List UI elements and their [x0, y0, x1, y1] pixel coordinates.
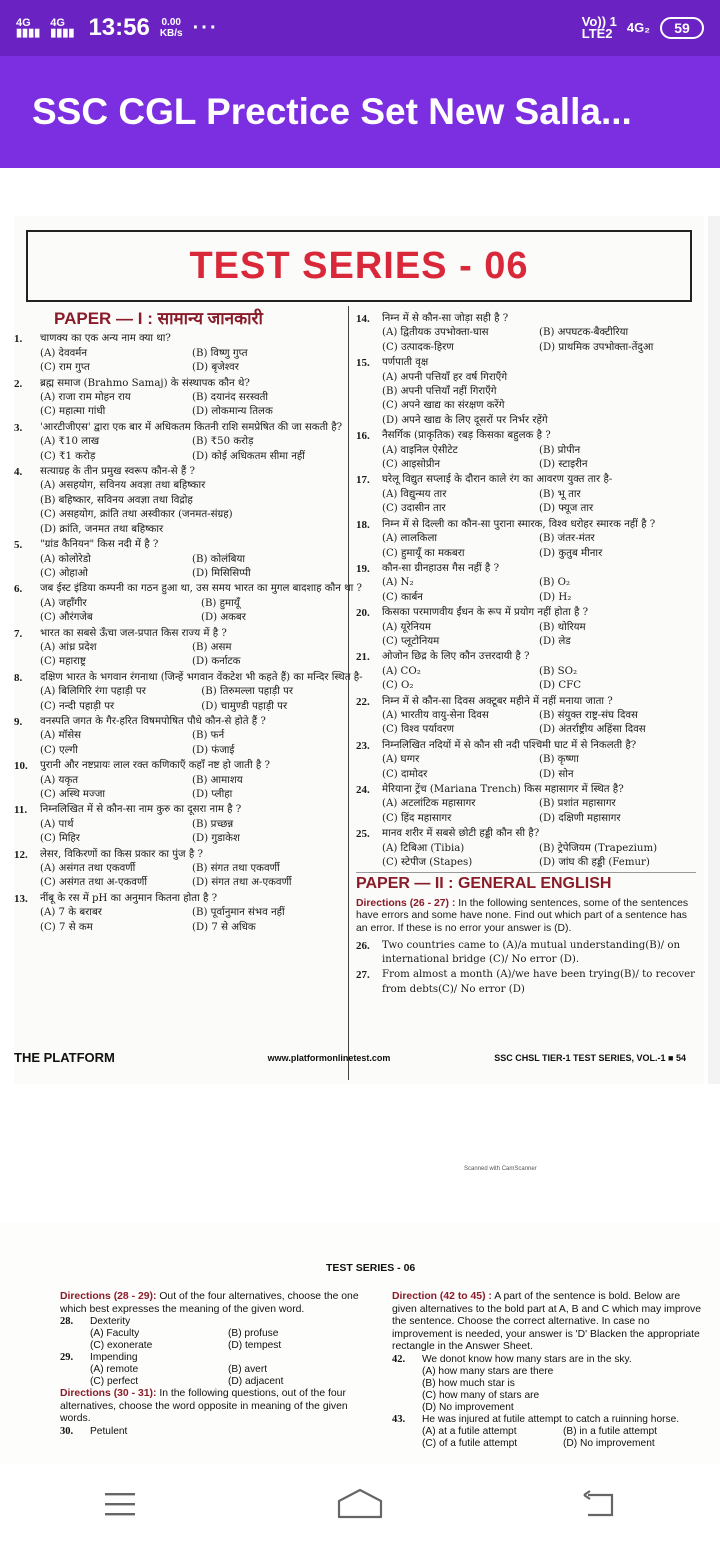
option: (B) फर्न: [192, 730, 225, 742]
question-number: 26.: [356, 939, 370, 952]
option: (B) प्रशांत महासागर: [539, 798, 616, 810]
option-grid: [382, 444, 696, 473]
option: (A) द्वितीयक उपभोक्ता-घास: [382, 327, 489, 339]
option: (B) संयुक्त राष्ट्र-संघ दिवस: [539, 709, 638, 721]
question-text: सत्याग्रह के तीन प्रमुख स्वरूप कौन-से हैं ?: [40, 466, 196, 478]
option: (D) No improvement: [422, 1401, 514, 1413]
question-text: कौन-सा ग्रीनहाउस गैस नहीं है ?: [382, 562, 500, 574]
more-notifications-icon: ···: [192, 16, 219, 39]
option: (A) कोलोरेडो: [40, 553, 91, 565]
option-grid: [40, 862, 344, 891]
footer-website: www.platformonlinetest.com: [267, 1052, 391, 1063]
option: (A) लालकिला: [382, 533, 438, 545]
option-grid: [40, 597, 362, 626]
question-item: [356, 312, 696, 355]
option: (B) avert: [228, 1364, 268, 1376]
option: (D) कर्नाटक: [192, 656, 241, 668]
question-number: 23.: [356, 739, 370, 752]
pdf-page-1: [14, 216, 704, 1084]
question-number: 22.: [356, 695, 370, 708]
option: (A) अटलांटिक महासागर: [382, 798, 476, 810]
option: (C) दामोदर: [382, 768, 428, 780]
option: [548, 371, 696, 385]
question-text: किसका परमाणवीय ईंधन के रूप में प्रयोग नहीं होता है ?: [382, 607, 589, 619]
question-item: [356, 827, 696, 870]
option: (D) अपने खाद्य के लिए दूसरों पर निर्भर रहेंगे: [382, 414, 548, 426]
option: (D) tempest: [228, 1340, 282, 1352]
question-item: [356, 695, 696, 738]
option-grid: [40, 435, 344, 464]
option: (D) दक्षिणी महासागर: [539, 812, 621, 824]
option: (D) H₂: [539, 591, 572, 603]
option: (A) विद्युन्मय तार: [382, 488, 447, 500]
option: (D) मिसिसिप्पी: [192, 567, 251, 579]
status-time: 13:56: [88, 14, 150, 41]
right-question-list: [356, 312, 696, 870]
option: (D) No improvement: [563, 1437, 655, 1449]
page2-left-column: [60, 1291, 366, 1438]
recent-apps-button[interactable]: [90, 1484, 150, 1524]
option: (D) चामुण्डी पहाड़ी पर: [201, 700, 288, 712]
question-28: [60, 1316, 366, 1352]
option: (A) मॉसेस: [40, 730, 82, 742]
network-4g-indicator: 4G₂: [626, 20, 650, 35]
page2-directions-3: [392, 1291, 704, 1354]
question-word: Impending: [90, 1352, 138, 1364]
question-item: [356, 562, 696, 605]
footer-series-info: SSC CHSL TIER-1 TEST SERIES, VOL.-1 ■ 54: [494, 1052, 686, 1063]
question-number: 30.: [60, 1425, 74, 1437]
question-number: 7.: [14, 627, 23, 640]
question-item: [356, 739, 696, 782]
question-item: [356, 429, 696, 472]
question-text: 'आरटीजीएस' द्वारा एक बार में अधिकतम कितनी राशि समप्रेषित की जा सकती है?: [40, 421, 343, 433]
option-grid: [382, 709, 696, 738]
option: (A) असंगत तथा एकवर्णी: [40, 863, 136, 875]
option: (A) N₂: [382, 577, 414, 589]
option: (A) remote: [90, 1364, 139, 1376]
option: (A) राजा राम मोहन राय: [40, 392, 131, 404]
option: (B) विष्णु गुप्त: [192, 347, 248, 359]
option-grid: [382, 371, 696, 429]
option-grid: [40, 818, 344, 847]
option: (A) ₹10 लाख: [40, 436, 100, 448]
question-number: 25.: [356, 828, 370, 841]
option: (B) जंतर-मंतर: [539, 533, 595, 545]
page2-directions-1-text: Out of the four alternatives, choose the one which best expresses the meaning of the given word.: [60, 1291, 359, 1315]
option: (A) यकृत: [40, 774, 79, 786]
question-item: [14, 715, 344, 758]
option-grid: [40, 729, 344, 758]
option: (C) exonerate: [90, 1340, 153, 1352]
option: (C) नन्दी पहाड़ी पर: [40, 700, 115, 712]
question-item: [356, 356, 696, 428]
question-text: लेसर, विकिरणों का किस प्रकार का पुंज है ?: [40, 848, 203, 860]
question-text: मेरियाना ट्रेंच (Mariana Trench) किस महासागर में स्थित है?: [382, 784, 624, 795]
option: (D) जांघ की हड्डी (Femur): [539, 857, 650, 869]
option: (D) फ्यूज तार: [539, 503, 594, 515]
question-item: [14, 759, 344, 802]
signal-2-icon: 4G ▮▮▮▮: [50, 17, 75, 39]
option: (B) profuse: [228, 1328, 279, 1340]
question-number: 18.: [356, 518, 370, 531]
page2-directions-2-text: In the following questions, out of the four alternatives, choose the word opposite in meaning of the given words.: [60, 1388, 348, 1425]
option: (C) हुमायूँ का मकबरा: [382, 547, 465, 559]
option: (D) सोन: [539, 768, 574, 780]
pdf-viewer[interactable]: [0, 168, 720, 1464]
question-number: 14.: [356, 313, 370, 325]
option: [548, 385, 696, 399]
option: (B) भू तार: [539, 488, 581, 500]
english-question-list: [356, 939, 696, 998]
question-item: [14, 377, 344, 420]
question-text: पर्णपाती वृक्ष: [382, 357, 429, 369]
question-text: We donot know how many stars are in the sky.: [422, 1353, 632, 1365]
option: (D) क्रांति, जनमत तथा बहिष्कार: [40, 523, 164, 535]
question-number: 24.: [356, 784, 370, 796]
question-item: [356, 783, 696, 826]
page2-right-column: [392, 1291, 704, 1450]
option: [233, 508, 344, 522]
question-number: 42.: [392, 1353, 406, 1365]
question-number: 43.: [392, 1413, 406, 1425]
option: (C) स्टेपीज (Stapes): [382, 857, 473, 869]
home-icon: [336, 1487, 384, 1521]
question-text: He was injured at futile attempt to catch a ruinning horse.: [422, 1413, 680, 1425]
page2-directions-3-label: Direction (42 to 45) :: [392, 1291, 492, 1302]
battery-level: 59: [674, 20, 690, 36]
question-29: [60, 1352, 366, 1388]
question-text: मानव शरीर में सबसे छोटी हड्डी कौन सी है?: [382, 828, 540, 840]
option-grid: [382, 621, 696, 650]
question-item: [14, 465, 344, 537]
option: (B) प्रोपीन: [539, 444, 581, 456]
question-item: [14, 582, 362, 625]
option-grid: [40, 479, 344, 537]
question-item: [356, 939, 696, 968]
option: (C) 7 से कम: [40, 921, 93, 933]
question-text: पुरानी और नष्टप्रायः लाल रक्त कणिकाएँ कहाँ नष्ट हो जाती है ?: [40, 760, 270, 772]
option: [548, 414, 696, 428]
question-text: घरेलू विद्युत सप्लाई के दौरान काले रंग का आवरण युक्त तार है-: [382, 474, 613, 486]
option: (B) तिरुमल्ला पहाड़ी पर: [201, 686, 294, 698]
scanned-watermark: Scanned with CamScanner: [464, 1166, 537, 1172]
option: (D) लेड: [539, 635, 571, 647]
question-text: नैसर्गिक (प्राकृतिक) रबड़ किसका बहुलक है ?: [382, 430, 551, 442]
option: (C) ओहाओ: [40, 567, 88, 579]
question-number: 21.: [356, 651, 370, 664]
option: (D) CFC: [539, 680, 582, 692]
page2-directions-3-text: A part of the sentence is bold. Below are given alternatives to the bold part at A, B and C which may improve the sentence. Choose the correct alternative. In case no improvement is needed, your answer is 'D' Blacken the appropriate rectangle in the Answer Sheet.: [392, 1291, 701, 1353]
page2-directions-1-label: Directions (28 - 29):: [60, 1291, 157, 1302]
option-grid: [382, 488, 696, 517]
question-item: [14, 803, 344, 846]
directions-text: In the following sentences, some of the sentences have errors and some have none. Find out which part of a sentence has an error. If these is no error your answer is (D).: [356, 897, 689, 935]
question-word: Petulent: [90, 1425, 128, 1437]
option: (B) कृष्णा: [539, 754, 579, 766]
question-text: निम्नलिखित नदियों में से कौन सी नदी पश्चिमी घाट में से निकलती है?: [382, 739, 637, 751]
option: (D) प्लीहा: [192, 789, 233, 800]
question-text: दक्षिण भारत के भगवान रंगनाथा (जिन्हें भगवान वेंकटेश भी कहते हैं) का मन्दिर स्थित है-: [40, 671, 363, 683]
question-text: नींबू के रस में pH का अनुमान कितना होता है ?: [40, 892, 218, 904]
option: (D) कुतुब मीनार: [539, 547, 603, 559]
question-number: 10.: [14, 760, 28, 773]
option: (B) how much star is: [422, 1377, 515, 1389]
page-footer: [14, 1050, 704, 1065]
option: (A) how many stars are there: [422, 1365, 554, 1377]
option-grid: [40, 774, 344, 803]
option: (B) आमाशय: [192, 774, 243, 786]
option: (D) गुडाकेश: [192, 833, 240, 845]
option: [233, 479, 344, 493]
question-item: [14, 538, 344, 581]
navigation-bar: [0, 1464, 720, 1544]
question-number: 19.: [356, 562, 370, 575]
option: (A) देववर्मन: [40, 347, 88, 359]
option: (D) स्टाइरीन: [539, 459, 588, 471]
document-title: SSC CGL Prectice Set New Salla...: [32, 91, 632, 132]
option: (C) perfect: [90, 1376, 139, 1388]
option: (B) प्रच्छन्न: [192, 818, 234, 830]
question-text: From almost a month (A)/we have been trying(B)/ to recover from debts(C)/ No error (D): [382, 969, 696, 995]
option: [233, 494, 344, 508]
question-text: निम्न में से कौन-सा दिवस अक्टूबर महीने में नहीं मनाया जाता ?: [382, 695, 613, 707]
option-grid: [382, 797, 696, 826]
question-item: [14, 848, 344, 891]
right-column: [356, 312, 696, 998]
option-grid: [90, 1364, 366, 1388]
option: (A) यूरेनियम: [382, 621, 431, 633]
option: (C) मिहिर: [40, 833, 80, 845]
option-grid: [40, 553, 344, 582]
question-text: ब्रह्म समाज (Brahmo Samaj) के संस्थापक कौन थे?: [40, 377, 250, 389]
question-number: 13.: [14, 892, 28, 905]
question-number: 6.: [14, 583, 23, 596]
option: (B) अपनी पत्तियाँ नहीं गिराएँगे: [382, 386, 497, 398]
option-grid: [382, 665, 696, 694]
option: (B) बहिष्कार, सविनय अवज्ञा तथा विद्रोह: [40, 494, 193, 506]
app-bar: [0, 56, 720, 168]
option: (C) उदासीन तार: [382, 503, 446, 515]
option: (A) पार्थ: [40, 818, 74, 830]
option: (A) असहयोग, सविनय अवज्ञा तथा बहिष्कार: [40, 480, 206, 492]
option: (C) O₂: [382, 680, 414, 692]
option-grid: [40, 391, 344, 420]
option: (A) CO₂: [382, 665, 421, 677]
question-item: [14, 627, 344, 670]
option: (C) ₹1 करोड़: [40, 450, 96, 462]
option: (D) संगत तथा अ-एकवर्णी: [192, 877, 292, 889]
question-number: 20.: [356, 607, 370, 620]
option: (C) औरंगजेब: [40, 612, 93, 624]
option: (C) हिंद महासागर: [382, 812, 452, 824]
question-item: [356, 473, 696, 516]
status-bar: [0, 0, 720, 56]
home-button[interactable]: [330, 1484, 390, 1524]
option: (B) हुमायूँ: [200, 597, 240, 609]
option: (D) अंतर्राष्ट्रीय अहिंसा दिवस: [539, 724, 646, 736]
question-item: [356, 650, 696, 693]
directions-block: [356, 898, 696, 936]
option: (C) प्लूटोनियम: [382, 635, 440, 647]
option: [233, 523, 344, 537]
question-42: [392, 1354, 704, 1414]
question-number: 28.: [60, 1316, 74, 1328]
option: (A) बिलिगिरि रंगा पहाड़ी पर: [40, 686, 146, 698]
option: (A) वाइनिल ऐसीटेट: [382, 444, 458, 456]
back-button[interactable]: [570, 1484, 630, 1524]
menu-icon: [104, 1491, 136, 1517]
question-30: [60, 1426, 366, 1438]
option: (C) असंगत तथा अ-एकवर्णी: [40, 877, 147, 889]
option-grid: [40, 347, 344, 376]
question-43: [392, 1414, 704, 1450]
question-number: 17.: [356, 474, 370, 487]
option: (B) दयानंद सरस्वती: [192, 392, 269, 404]
question-number: 8.: [14, 671, 23, 684]
footer-brand: THE PLATFORM: [14, 1050, 115, 1065]
option-grid: [90, 1328, 366, 1352]
question-text: निम्न में से कौन-सा जोड़ा सही है ?: [382, 313, 509, 324]
option-grid: [40, 906, 344, 935]
question-number: 15.: [356, 357, 370, 370]
option: (B) अपघटक-बैक्टीरिया: [539, 327, 629, 339]
option: (D) बृजेश्वर: [192, 362, 239, 374]
option-grid: [382, 842, 696, 871]
option: (A) Faculty: [90, 1328, 140, 1340]
option: (D) लोकमान्य तिलक: [192, 406, 273, 418]
network-speed: 0.00 KB/s: [159, 17, 183, 39]
signal-1-icon: 4G ▮▮▮▮: [16, 17, 41, 39]
option: (D) अकबर: [200, 612, 246, 624]
question-number: 12.: [14, 848, 28, 861]
page2-directions-2-label: Directions (30 - 31):: [60, 1388, 157, 1400]
question-number: 16.: [356, 430, 370, 443]
option: (A) भारतीय वायु-सेना दिवस: [382, 709, 489, 721]
option-grid: [40, 641, 344, 670]
question-word: Dexterity: [90, 1316, 131, 1328]
option: (B) ट्रेपेजियम (Trapezium): [539, 842, 658, 854]
option: (C) महात्मा गांधी: [40, 406, 106, 418]
option: (C) महाराष्ट्र: [40, 656, 86, 668]
option: (B) कोलंबिया: [192, 553, 246, 565]
option: (C) विश्व पर्यावरण: [382, 724, 455, 736]
option: (B) असम: [192, 641, 232, 653]
question-number: 2.: [14, 377, 23, 390]
question-text: निम्नलिखित में से कौन-सा नाम कुरु का दूसरा नाम है ?: [40, 804, 242, 816]
test-series-banner: [26, 230, 692, 302]
option: (B) SO₂: [539, 665, 578, 677]
question-text: जब ईस्ट इंडिया कम्पनी का गठन हुआ था, उस समय भारत का मुगल बादशाह कौन था ?: [40, 583, 362, 595]
question-item: [14, 332, 344, 375]
page2-directions-2: [60, 1388, 366, 1426]
option: (C) एल्गी: [40, 744, 78, 756]
question-text: Two countries came to (A)/a mutual understanding(B)/ on international bridge (C)/ No error (D).: [382, 939, 681, 966]
option: (A) घग्गर: [382, 754, 420, 766]
option-grid: [422, 1426, 704, 1450]
option: (A) आंध्र प्रदेश: [40, 641, 97, 653]
option: (C) अस्थि मज्जा: [40, 789, 106, 800]
question-number: 3.: [14, 421, 23, 434]
option: (A) अपनी पत्तियाँ हर वर्ष गिराएँगे: [382, 371, 508, 383]
option-grid: [382, 326, 696, 355]
option: (B) पूर्वानुमान संभव नहीं: [192, 907, 285, 919]
option: (B) O₂: [539, 577, 571, 589]
option: (A) 7 के बराबर: [40, 907, 102, 919]
question-number: 4.: [14, 466, 23, 479]
volte-indicator: Vo)) 1 LTE2: [581, 14, 617, 41]
option: (A) जहाँगीर: [40, 597, 87, 609]
option: (C) of a futile attempt: [422, 1437, 518, 1449]
option: (D) 7 से अधिक: [192, 921, 256, 933]
page-edge-right: [708, 216, 720, 1084]
question-item: [14, 421, 344, 464]
option: (D) कोई अधिकतम सीमा नहीं: [192, 450, 305, 462]
test-series-title: TEST SERIES - 06: [189, 244, 529, 287]
option: (C) how many of stars are: [422, 1389, 540, 1401]
option: (A) टिबिआ (Tibia): [382, 842, 465, 854]
option: (C) असहयोग, क्रांति तथा अस्वीकार (जनमत-संग्रह): [40, 509, 233, 521]
option: (B) in a futile attempt: [563, 1425, 657, 1437]
paper1-heading: PAPER — I : सामान्य जानकारी: [54, 309, 263, 328]
status-right: [582, 16, 704, 40]
question-text: भारत का सबसे ऊँचा जल-प्रपात किस राज्य में है ?: [40, 627, 227, 639]
option: (D) फंजाई: [192, 744, 235, 756]
question-number: 29.: [60, 1352, 74, 1364]
question-text: ओजोन छिद्र के लिए कौन उत्तरदायी है ?: [382, 651, 530, 663]
question-text: "ग्रांड कैनियन" किस नदी में है ?: [40, 539, 159, 551]
option: (C) कार्बन: [382, 591, 423, 603]
option: (B) ₹50 करोड़: [192, 436, 254, 448]
question-item: [14, 892, 344, 935]
question-number: 1.: [14, 333, 23, 346]
paper2-heading: PAPER — II : GENERAL ENGLISH: [356, 872, 696, 891]
option: (B) थोरियम: [539, 621, 586, 633]
question-number: 27.: [356, 969, 370, 982]
status-left: [16, 14, 219, 42]
question-number: 11.: [14, 804, 28, 817]
question-number: 9.: [14, 715, 23, 728]
question-text: निम्न में से दिल्ली का कौन-सा पुराना स्मारक, विश्व धरोहर स्मारक नहीं है ?: [382, 518, 656, 530]
option-grid: [382, 753, 696, 782]
question-number: 5.: [14, 539, 23, 552]
option: (B) संगत तथा एकवर्णी: [192, 863, 280, 875]
option: (C) अपने खाद्य का संरक्षण करेंगे: [382, 400, 505, 412]
option-grid: [382, 576, 696, 605]
battery-icon: [660, 17, 704, 39]
question-item: [356, 968, 696, 997]
option: (C) राम गुप्त: [40, 362, 90, 374]
question-text: वनस्पति जगत के गैर-हरित विषमपोषित पौधे कौन-से होते हैं ?: [40, 715, 266, 727]
option: (C) आइसोप्रीन: [382, 459, 441, 471]
directions-label: Directions (26 - 27) :: [356, 897, 456, 909]
question-item: [356, 518, 696, 561]
pdf-page-2: [0, 1222, 720, 1464]
page2-directions-1: [60, 1291, 366, 1316]
option: (D) प्राथमिक उपभोक्ता-तेंदुआ: [539, 341, 654, 353]
question-text: चाणक्य का एक अन्य नाम क्या था?: [40, 333, 171, 345]
option-grid: [40, 685, 363, 714]
page2-series-title: TEST SERIES - 06: [326, 1262, 416, 1274]
option: (A) at a futile attempt: [422, 1425, 517, 1437]
question-item: [356, 606, 696, 649]
option: (C) उत्पादक-हिरण: [382, 341, 454, 353]
back-icon: [582, 1489, 618, 1519]
option-grid: [382, 532, 696, 561]
option: (D) adjacent: [228, 1376, 284, 1388]
option: [548, 399, 696, 413]
